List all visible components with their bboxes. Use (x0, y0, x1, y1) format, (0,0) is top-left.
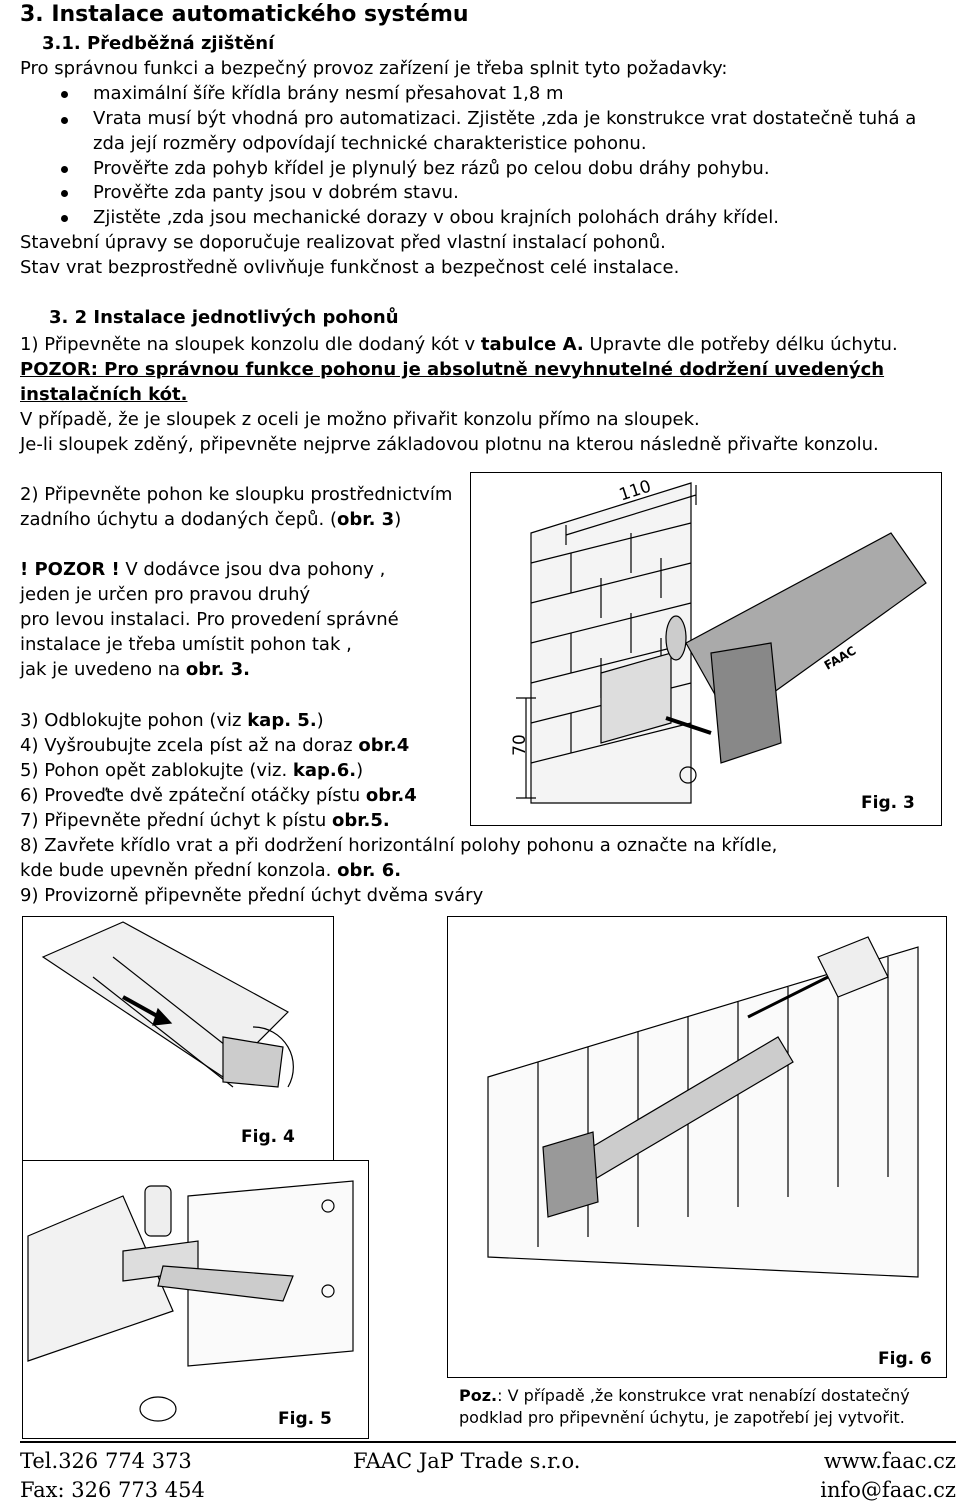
pozor-line: jak je uvedeno na obr. 3. (20, 659, 250, 680)
warning-text: instalačních kót. (20, 384, 188, 405)
bullet-item: Prověřte zda pohyb křídel je plynulý bez rázů po celou dobu dráhy pohybu. (93, 158, 770, 179)
note-line: Stavební úpravy se doporučuje realizovat před vlastní instalací pohonů. (20, 232, 666, 253)
figure-6-drawing (448, 917, 946, 1377)
figure-caption: Fig. 5 (278, 1409, 332, 1429)
brand-label: FAAC (821, 643, 859, 673)
footer-email-link[interactable]: info@faac.cz (820, 1478, 956, 1502)
figure-caption: Fig. 4 (241, 1127, 295, 1147)
bullet-dot (61, 91, 68, 98)
step-3: 3) Odblokujte pohon (viz kap. 5.) (20, 710, 324, 731)
poz-note-line: Poz.: V případě ,že konstrukce vrat nenabízí dostatečný (459, 1386, 910, 1405)
step-9: 9) Provizorně připevněte přední úchyt dvěma sváry (20, 885, 484, 906)
subheading: 3.1. Předběžná zjištění (42, 33, 275, 54)
figure-3-drawing (471, 473, 941, 825)
step-4: 4) Vyšroubujte zcela píst až na doraz obr.4 (20, 735, 410, 756)
bullet-dot (61, 166, 68, 173)
step-2: 2) Připevněte pohon ke sloupku prostřednictvím (20, 484, 453, 505)
figure-caption: Fig. 3 (861, 793, 915, 813)
footer-divider (20, 1441, 956, 1443)
footer-fax: Fax: 326 773 454 (20, 1478, 205, 1502)
step-1: 1) Připevněte na sloupek konzolu dle dodaný kót v tabulce A. Upravte dle potřeby délku úchytu. (20, 334, 898, 355)
figure-5-drawing (23, 1161, 368, 1438)
figure-3 (470, 472, 942, 826)
footer-tel: Tel.326 774 373 (20, 1449, 192, 1473)
section-title: 3. 2 Instalace jednotlivých pohonů (49, 307, 399, 328)
step-8: 8) Zavřete křídlo vrat a při dodržení horizontální polohy pohonu a označte na křídle, (20, 835, 778, 856)
bullet-dot (61, 190, 68, 197)
step-8-cont: kde bude upevněn přední konzola. obr. 6. (20, 860, 402, 881)
figure-caption: Fig. 6 (878, 1349, 932, 1369)
footer-company: FAAC JaP Trade s.r.o. (353, 1449, 581, 1473)
note-line: Stav vrat bezprostředně ovlivňuje funkčnost a bezpečnost celé instalace. (20, 257, 680, 278)
poz-note-line: podklad pro připevnění úchytu, je zapotřebí jej vytvořit. (459, 1408, 905, 1427)
intro-text: Pro správnou funkci a bezpečný provoz zařízení je třeba splnit tyto požadavky: (20, 58, 728, 79)
dimension-label: 110 (616, 476, 654, 506)
pozor-line: ! POZOR ! V dodávce jsou dva pohony , (20, 559, 386, 580)
body-line: Je-li sloupek zděný, připevněte nejprve základovou plotnu na kterou následně přivařte konzolu. (20, 434, 879, 455)
bullet-item-continuation: zda její rozměry odpovídají technické charakteristice pohonu. (93, 133, 647, 154)
pozor-line: instalace je třeba umístit pohon tak , (20, 634, 352, 655)
page-heading: 3. Instalace automatického systému (20, 2, 469, 27)
warning-text: POZOR: Pro správnou funkce pohonu je absolutně nevyhnutelné dodržení uvedených (20, 359, 885, 380)
figure-6 (447, 916, 947, 1378)
body-line: V případě, že je sloupek z oceli je možno přivařit konzolu přímo na sloupek. (20, 409, 700, 430)
figure-5 (22, 1160, 369, 1439)
footer-web-link[interactable]: www.faac.cz (823, 1449, 956, 1473)
bullet-item: Vrata musí být vhodná pro automatizaci. Zjistěte ,zda je konstrukce vrat dostatečně tuhá a (93, 108, 917, 129)
pozor-line: pro levou instalaci. Pro provedení správné (20, 609, 399, 630)
dimension-label: 70 (509, 734, 530, 756)
step-2-cont: zadního úchytu a dodaných čepů. (obr. 3) (20, 509, 402, 530)
bullet-dot (61, 117, 68, 124)
step-6: 6) Proveďte dvě zpáteční otáčky pístu obr.4 (20, 785, 417, 806)
step-7: 7) Připevněte přední úchyt k pístu obr.5. (20, 810, 390, 831)
bullet-item: Prověřte zda panty jsou v dobrém stavu. (93, 182, 459, 203)
figure-4 (22, 916, 334, 1163)
bullet-item: maximální šíře křídla brány nesmí přesahovat 1,8 m (93, 83, 564, 104)
bullet-dot (61, 215, 68, 222)
step-5: 5) Pohon opět zablokujte (viz. kap.6.) (20, 760, 364, 781)
bullet-item: Zjistěte ,zda jsou mechanické dorazy v obou krajních polohách dráhy křídel. (93, 207, 779, 228)
figure-4-drawing (23, 917, 333, 1162)
pozor-line: jeden je určen pro pravou druhý (20, 584, 311, 605)
